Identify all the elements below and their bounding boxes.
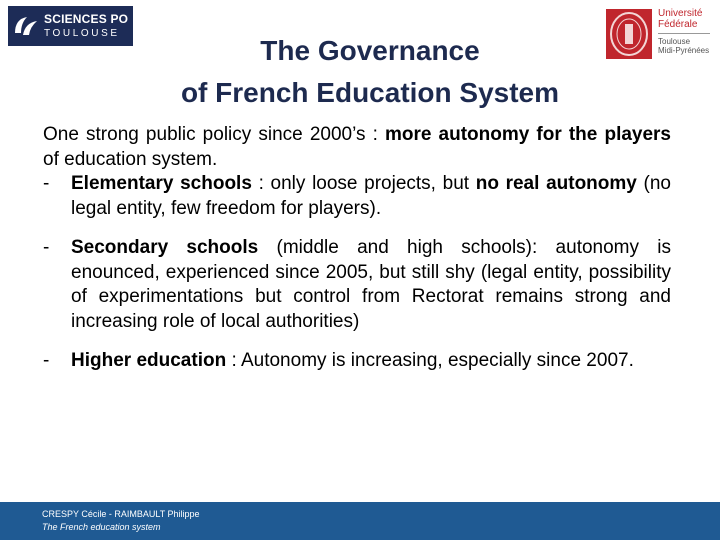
footer-authors: CRESPY Cécile - RAIMBAULT Philippe (42, 509, 200, 519)
intro-text: One strong public policy since 2000’s : (43, 124, 385, 145)
footer-subtitle: The French education system (42, 522, 161, 532)
bullet-secondary (43, 236, 671, 334)
bullet-emphasis: no real autonomy (475, 173, 637, 194)
bullet-heading: Elementary schools (71, 173, 252, 194)
bullet-dash: - (43, 237, 50, 258)
title-line-2: of French Education System (180, 77, 560, 108)
bullet-heading: Higher education (71, 350, 227, 371)
logo-right-line1: Université (658, 8, 703, 19)
logo-left-line1: SCIENCES PO (44, 12, 129, 26)
logo-right-line3: Toulouse (658, 37, 691, 46)
slide-body (43, 123, 671, 374)
bullet-heading: Secondary schools (71, 237, 259, 258)
intro-paragraph (43, 123, 671, 172)
slide-footer (0, 502, 720, 540)
universite-federale-logo (605, 6, 715, 64)
logo-right-line2: Fédérale (658, 19, 698, 30)
sciences-po-logo (8, 6, 133, 46)
bullet-dash: - (43, 350, 50, 371)
logo-left-line2: TOULOUSE (44, 28, 120, 39)
bullet-text: (middle and high schools): autonomy is enounced, experienced since 2005, but still shy (legal entity, possibility of experimentations but control from Rectorat remains strong and increasing role of local authorities) (71, 237, 671, 332)
intro-emphasis: more autonomy for the players (384, 124, 672, 145)
bullet-higher (43, 349, 671, 374)
university-seal-icon (605, 8, 653, 60)
title-line-1: The Governance (260, 35, 480, 66)
bullet-text: : Autonomy is increasing, especially since 2007. (226, 350, 634, 371)
intro-text-end: of education system. (43, 148, 218, 170)
logo-right-line4: Midi-Pyrénées (658, 46, 710, 55)
sciences-po-mark-icon (13, 13, 39, 39)
bullet-text: : only loose projects, but (251, 173, 476, 194)
bullet-elementary (43, 172, 671, 221)
logo-divider (658, 33, 710, 34)
slide-title (130, 30, 610, 114)
bullet-dash: - (43, 173, 50, 194)
bullet-text-end: (no legal entity, few freedom for players). (71, 173, 671, 219)
